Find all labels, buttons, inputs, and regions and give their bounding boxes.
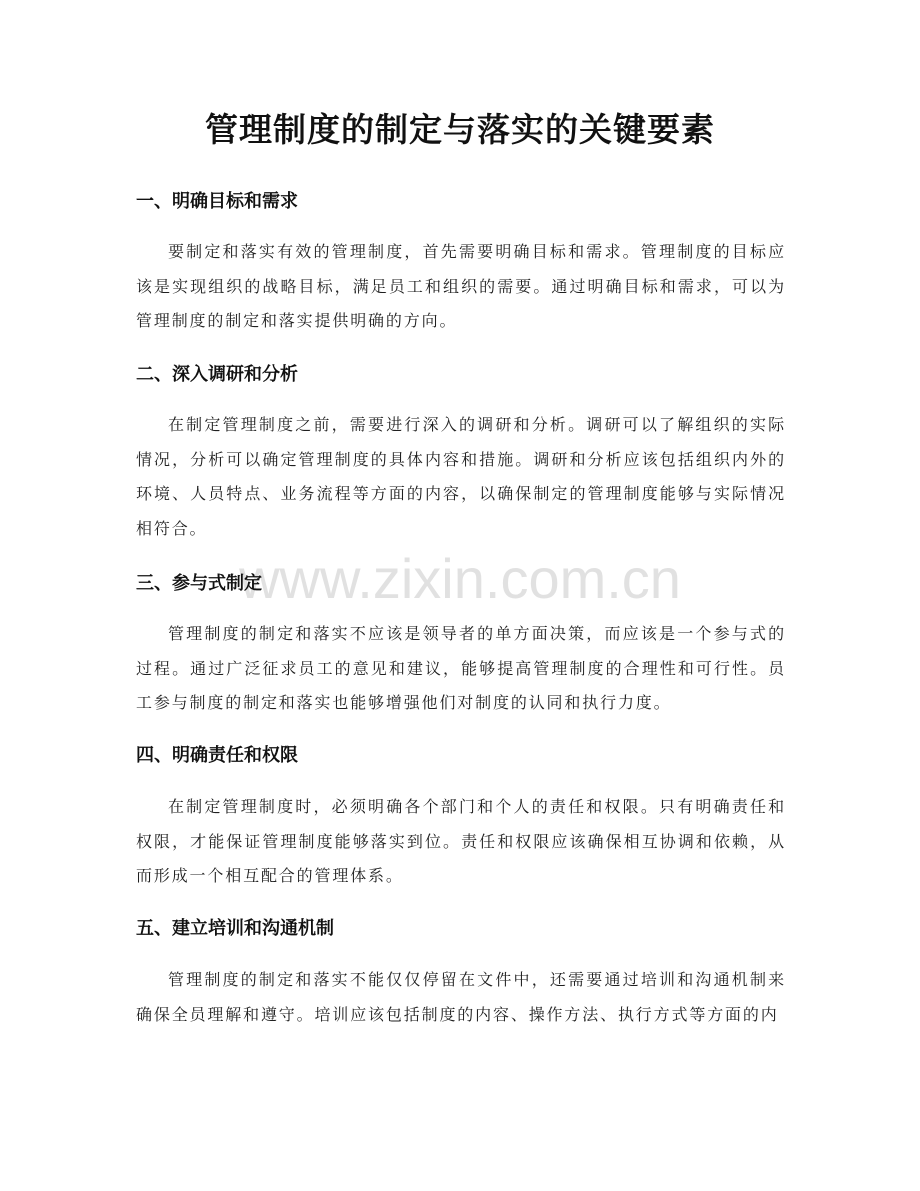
watermark: www.zixin.com.cn <box>239 547 681 610</box>
section-heading-responsibility: 四、明确责任和权限 <box>136 745 298 766</box>
section-body-research: 在制定管理制度之前，需要进行深入的调研和分析。调研可以了解组织的实际情况，分析可以确定管理制度的具体内容和措施。调研和分析应该包括组织内外的环境、人员特点、业务流程等方面的内容，以确保制定的管理制度能够与实际情况相符合。 <box>136 415 786 538</box>
section-heading-training: 五、建立培训和沟通机制 <box>136 918 334 939</box>
section-body-training: 管理制度的制定和落实不能仅仅停留在文件中，还需要通过培训和沟通机制来确保全员理解和遵守。培训应该包括制度的内容、操作方法、执行方式等方面的内 <box>136 970 786 1024</box>
section-heading-goals: 一、明确目标和需求 <box>136 191 298 212</box>
section-heading-participation: 三、参与式制定 <box>136 573 262 594</box>
section-heading-research: 二、深入调研和分析 <box>136 364 298 385</box>
section-body-responsibility: 在制定管理制度时，必须明确各个部门和个人的责任和权限。只有明确责任和权限，才能保证管理制度能够落实到位。责任和权限应该确保相互协调和依赖，从而形成一个相互配合的管理体系。 <box>136 797 786 885</box>
document-title: 管理制度的制定与落实的关键要素 <box>205 110 715 149</box>
section-body-goals: 要制定和落实有效的管理制度，首先需要明确目标和需求。管理制度的目标应该是实现组织的战略目标，满足员工和组织的需要。通过明确目标和需求，可以为管理制度的制定和落实提供明确的方向。 <box>136 242 786 330</box>
section-body-participation: 管理制度的制定和落实不应该是领导者的单方面决策，而应该是一个参与式的过程。通过广泛征求员工的意见和建议，能够提高管理制度的合理性和可行性。员工参与制度的制定和落实也能够增强他们对制度的认同和执行力度。 <box>136 624 786 712</box>
